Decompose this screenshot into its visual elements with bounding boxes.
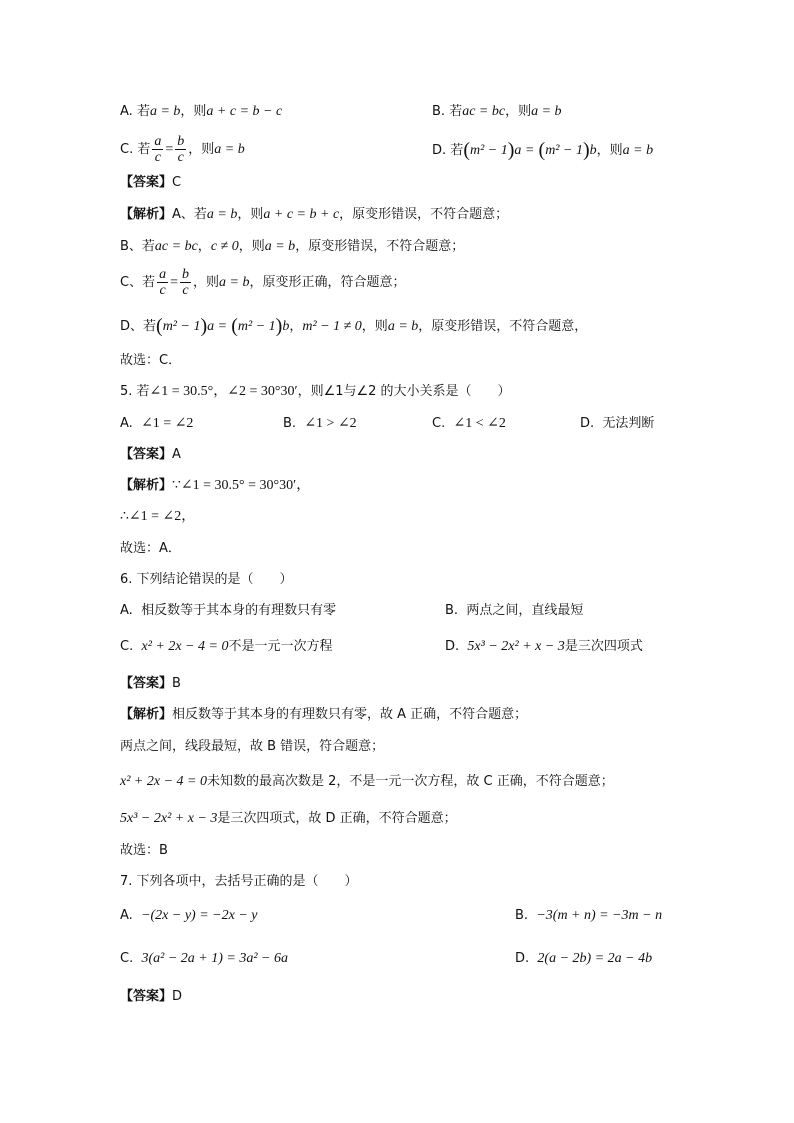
left-paren: ( [156,315,163,337]
math-expr: a = b [622,143,654,158]
analysis-text: ， [197,239,211,254]
fraction [180,267,191,298]
q4-analysis-line-1 [120,205,508,225]
analysis-text: 两点之间，线段最短，故 B 错误，符合题意； [120,739,385,754]
math-expr: ac = bc [154,239,198,254]
option-text: ，则 [180,104,207,119]
option-label: C. [120,639,134,654]
analysis-text: ，则 [238,239,265,254]
conclusion-text: 故选：B [120,843,168,858]
q5-option-a [120,414,193,434]
fraction [175,134,186,165]
math-expr: a = b [149,104,181,119]
math-expr: 5x³ − 2x² + x − 3 [120,811,218,826]
q5-stem [120,382,511,402]
option-text: 是三次四项式 [564,639,643,654]
analysis-text: B、若 [120,239,155,254]
math-expr: a = b [387,319,419,334]
q6-analysis-line-3 [120,772,614,792]
option-text: 无法判断 [602,416,655,431]
q6-analysis-line-1 [120,705,527,725]
option-text: 若 [137,142,151,157]
right-paren: ) [582,139,590,161]
math-expr: a + c = b + c [263,207,340,222]
option-text: 两点之间，直线最短 [466,603,584,618]
math-expr: ∴∠1 = ∠2， [120,509,196,524]
math-expr: m² − 1 [237,319,276,334]
answer-label: 【答案】 [120,676,173,691]
numerator: b [181,267,189,282]
q6-stem [120,570,293,590]
q6-analysis-line-2 [120,737,384,757]
analysis-text: D、若 [120,319,157,334]
math-expr: −(2x − y) = −2x − y [141,908,258,923]
answer-value: C [172,175,182,190]
q5-answer [120,445,181,465]
answer-value: D [172,989,183,1004]
q4-option-c [120,134,245,166]
left-paren: ( [538,139,546,161]
math-expr: ∠1 < ∠2 [453,416,506,431]
option-text: 若 [136,104,150,119]
math-expr: a = [207,319,228,334]
q5-option-b [283,414,357,434]
denominator: c [177,150,184,165]
math-expr: c ≠ 0 [210,239,239,254]
math-expr: ∠1 > ∠2 [304,416,357,431]
q5-conclusion [120,539,181,559]
q7-stem [120,872,358,892]
analysis-text: ， [289,319,303,334]
q6-answer [120,674,181,694]
denominator: c [159,283,166,298]
conclusion-text: 故选：A． [120,541,181,556]
q6-option-c [120,637,332,657]
math-expr: a = b [214,142,245,157]
answer-label: 【答案】 [120,175,173,190]
answer-label: 【答案】 [120,989,173,1004]
math-expr: m² − 1 [545,143,583,158]
math-expr: −3(m + n) = −3m − n [536,908,663,923]
math-expr: m² − 1 [162,319,201,334]
analysis-text: ，原变形正确，符合题意； [249,275,406,290]
option-text: ，则 [188,142,215,157]
question-text: 7. 下列各项中，去括号正确的是（ ） [120,874,358,889]
q7-answer [120,987,182,1007]
q4-analysis-line-3 [120,267,405,299]
numerator: a [159,267,167,282]
q5-option-c [432,414,506,434]
math-expr: 2(a − 2b) = 2a − 4b [537,951,653,966]
q4-option-b [432,102,562,122]
math-expr: x² + 2x − 4 = 0 [120,774,207,789]
analysis-text: 是三次四项式，故 D 正确，不符合题意； [217,811,457,826]
q7-option-d [515,949,652,969]
analysis-text: 相反数等于其本身的有理数只有零，故 A 正确，不符合题意； [172,707,528,722]
analysis-text: ，原变形错误，不符合题意； [339,207,509,222]
math-expr: 3(a² − 2a + 1) = 3a² − 6a [141,951,288,966]
q6-analysis-line-4 [120,809,457,829]
math-expr: ∠1 = ∠2 [141,416,194,431]
left-paren: ( [463,139,470,161]
option-label: D. [515,951,530,966]
option-text: 若 [450,143,464,158]
option-label: B. [515,908,529,923]
q7-option-a [120,906,257,926]
math-expr: a = [514,143,535,158]
math-expr: a = b [219,275,250,290]
denominator: c [182,283,189,298]
fraction [157,267,168,298]
option-label: D. [432,143,447,158]
right-paren: ) [200,315,208,337]
option-text: 不是一元一次方程 [228,639,333,654]
option-label: C. [120,142,134,157]
answer-value: B [172,676,181,691]
option-label: B. [432,104,446,119]
analysis-text: ，原变形错误，不符合题意； [295,239,465,254]
q6-option-a [120,601,336,621]
q4-option-d [432,137,653,164]
conclusion-text: 故选：C． [120,353,182,368]
option-label: B. [283,416,297,431]
analysis-text: 未知数的最高次数是 2，不是一元一次方程，故 C 正确，不符合题意； [206,774,614,789]
q6-conclusion [120,841,168,861]
analysis-text: ，则 [192,275,219,290]
math-expr: b [589,143,597,158]
left-paren: ( [231,315,238,337]
denominator: c [154,150,161,165]
math-expr: a = b [206,207,238,222]
q7-option-b [515,906,662,926]
q6-option-d [445,637,643,657]
q5-analysis-line-2 [120,507,195,527]
analysis-text: C、若 [120,275,156,290]
option-label: A. [120,603,133,618]
math-expr: a + c = b − c [206,104,283,119]
fraction [152,134,163,165]
option-label: A. [120,416,133,431]
analysis-label: 【解析】 [120,207,173,222]
analysis-text: ，原变形错误，不符合题意， [418,319,588,334]
q4-answer [120,173,181,193]
math-expr: 5x³ − 2x² + x − 3 [467,639,565,654]
math-expr: ∠1 = 30.5°，∠2 = 30°30′ [149,384,298,399]
question-text: ，则∠1与∠2 的大小关系是（ ） [297,384,511,399]
math-expr: = [170,275,178,290]
math-expr: x² + 2x − 4 = 0 [141,639,229,654]
analysis-label: 【解析】 [120,707,173,722]
q7-option-c [120,949,288,969]
option-text: 相反数等于其本身的有理数只有零 [141,603,337,618]
option-label: B. [445,603,459,618]
option-label: C. [120,951,134,966]
answer-label: 【答案】 [120,447,173,462]
q4-conclusion [120,351,181,371]
question-text: 6. 下列结论错误的是（ ） [120,572,293,587]
math-expr: m² − 1 ≠ 0 [302,319,362,334]
q5-option-d [580,414,654,434]
numerator: b [177,134,185,149]
q4-analysis-line-2 [120,237,464,257]
q5-analysis-line-1 [120,476,310,496]
analysis-text: ，则 [361,319,388,334]
math-expr: a = b [531,104,562,119]
q4-analysis-line-4 [120,313,587,340]
option-label: D. [580,416,595,431]
analysis-text: A、若 [172,207,207,222]
math-expr: ac = bc [462,104,506,119]
option-label: C. [432,416,446,431]
q6-option-b [445,601,583,621]
numerator: a [154,134,162,149]
analysis-label: 【解析】 [120,478,173,493]
math-expr: m² − 1 [469,143,508,158]
right-paren: ) [507,139,515,161]
right-paren: ) [275,315,283,337]
option-text: ，则 [596,143,623,158]
option-text: 若 [449,104,463,119]
answer-value: A [172,447,181,462]
math-expr: = [165,142,174,157]
option-label: D. [445,639,460,654]
option-text: ，则 [505,104,532,119]
analysis-text: ，则 [237,207,264,222]
question-text: 5. 若 [120,384,150,399]
math-expr: ∵∠1 = 30.5° = 30°30′， [172,478,311,493]
option-label: A. [120,908,133,923]
option-label: A. [120,104,133,119]
math-expr: b [282,319,290,334]
math-expr: a = b [264,239,296,254]
q4-option-a [120,102,282,122]
